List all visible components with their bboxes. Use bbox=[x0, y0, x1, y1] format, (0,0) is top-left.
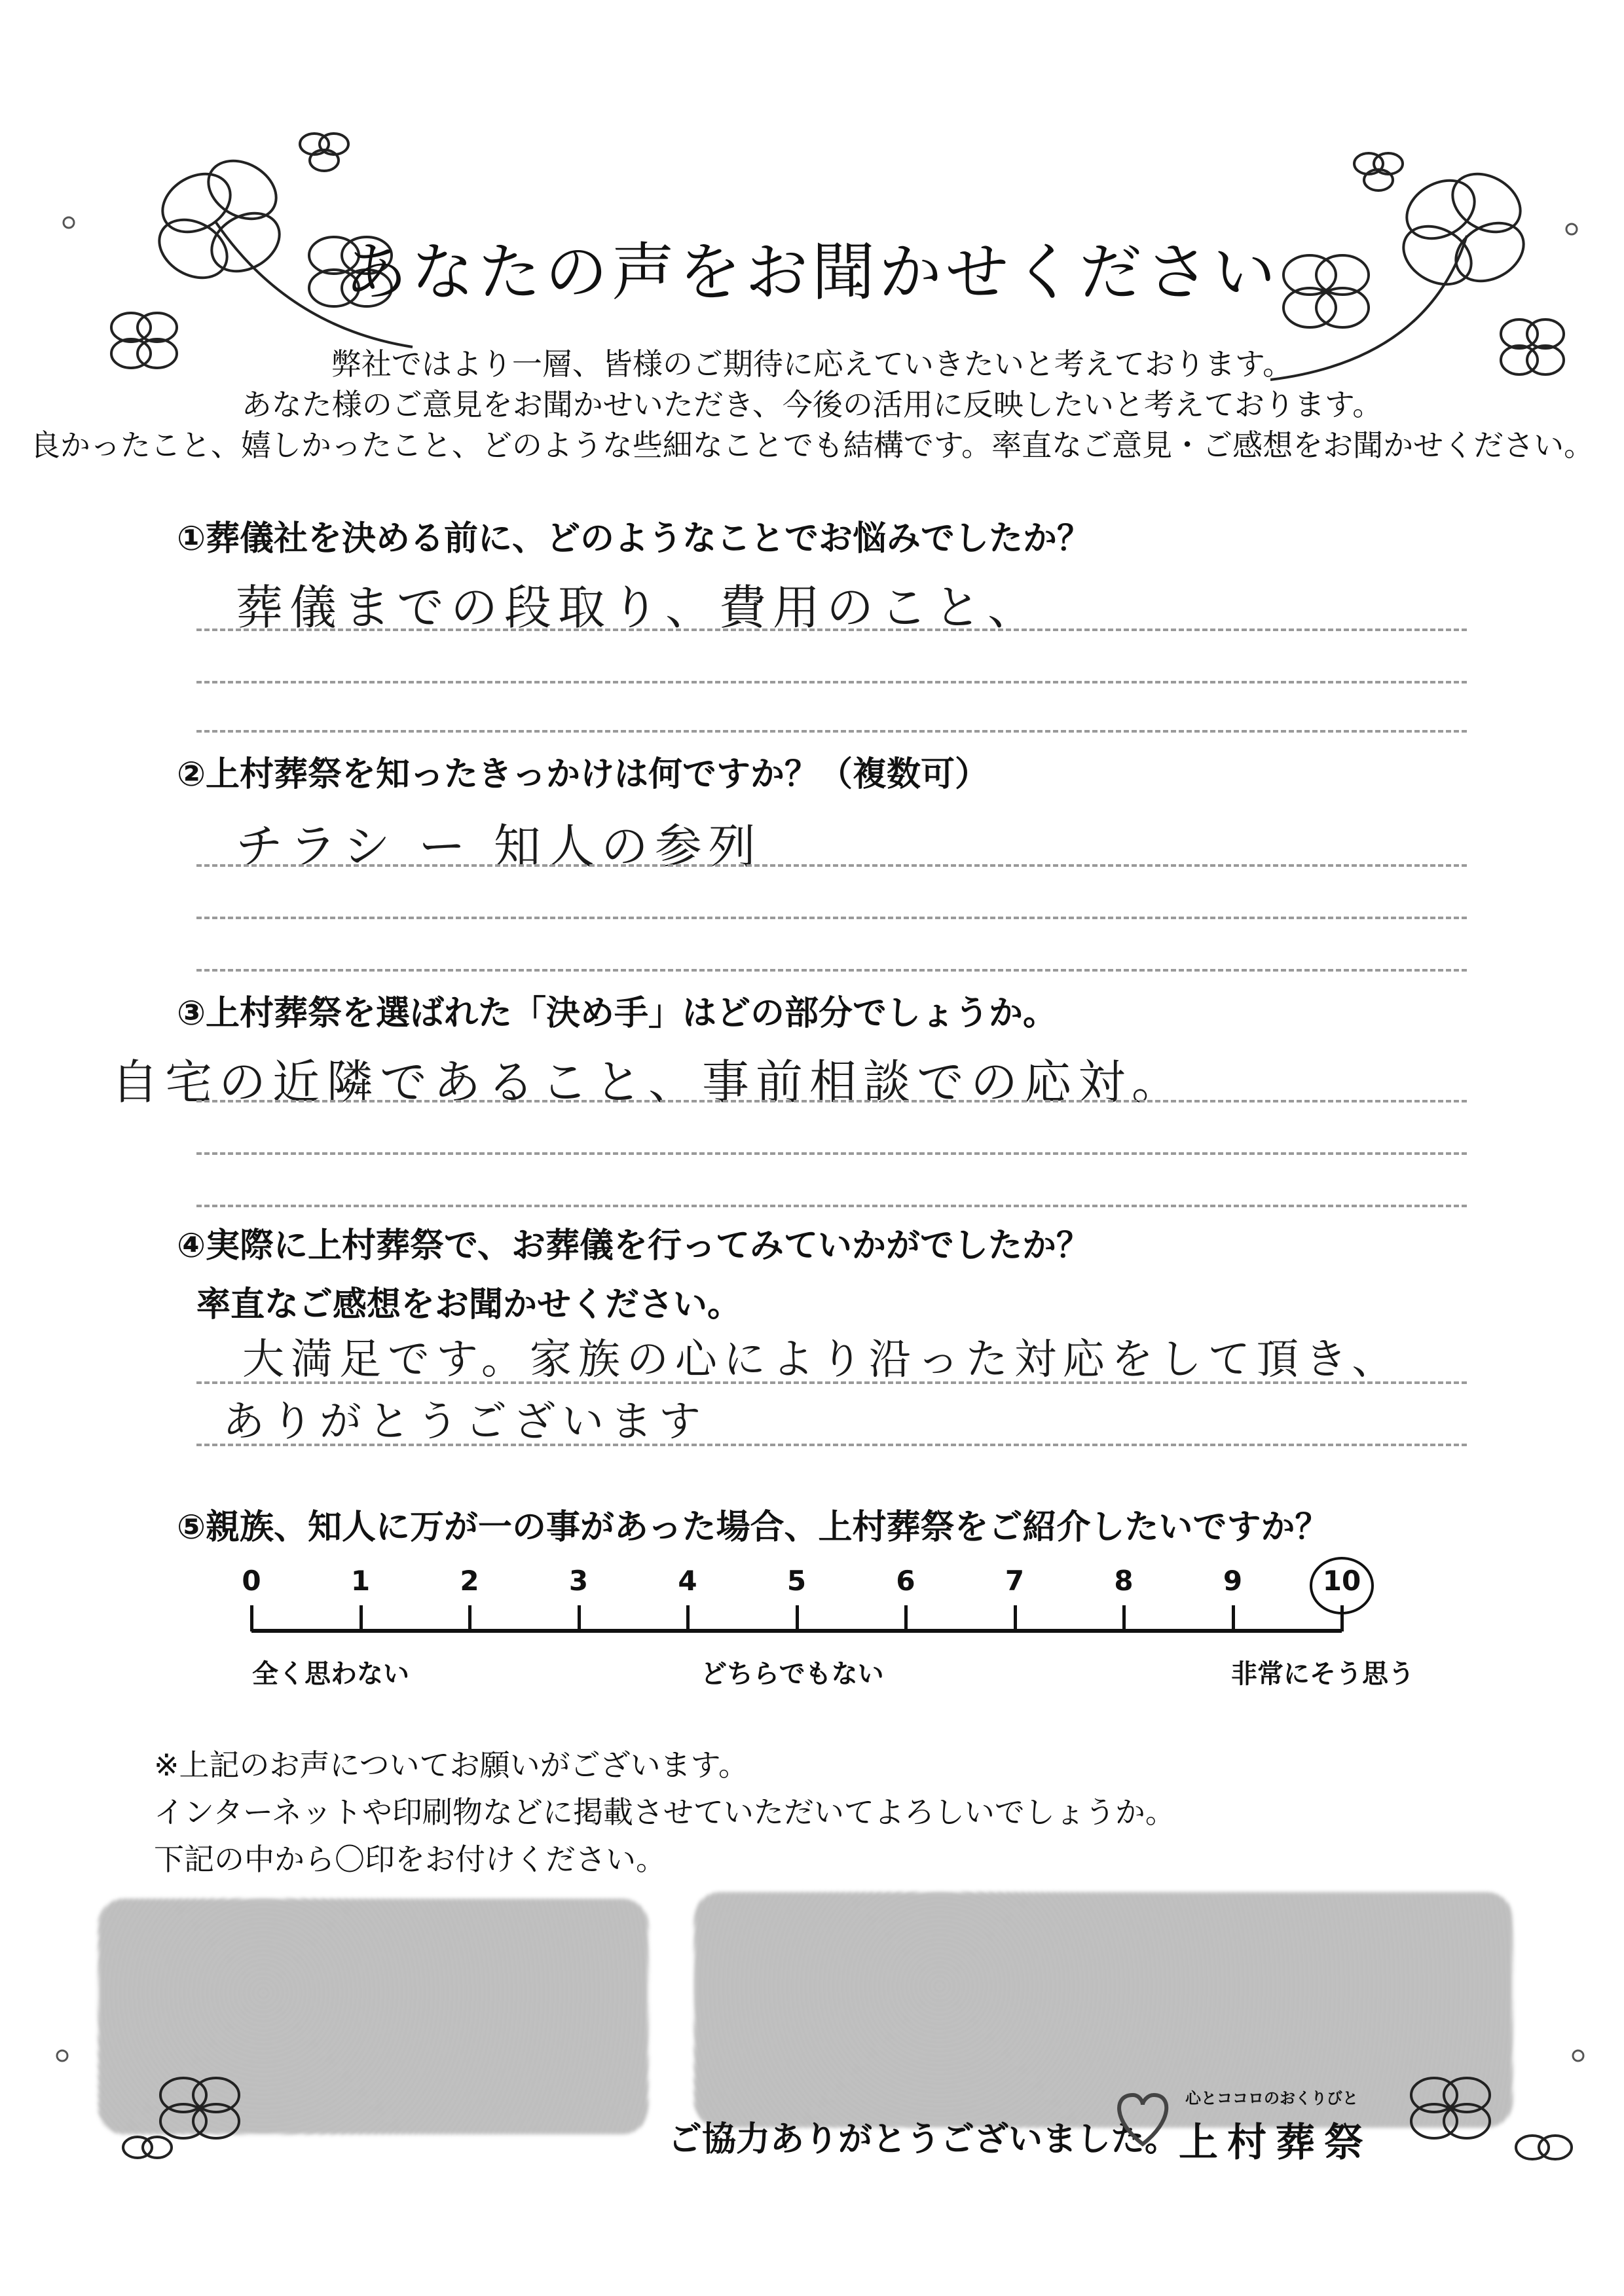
scale-tick-label-2[interactable]: 2 bbox=[460, 1565, 479, 1597]
answer-line bbox=[196, 1205, 1467, 1207]
scale-tick-mark bbox=[686, 1605, 690, 1631]
scale-tick-mark bbox=[360, 1605, 363, 1631]
brand-tagline: 心とココロのおくりびと bbox=[1185, 2089, 1358, 2107]
scale-left-label: 全く思わない bbox=[252, 1659, 409, 1689]
answer-line bbox=[196, 969, 1467, 972]
answer-line bbox=[196, 864, 1467, 867]
scale-tick-mark bbox=[578, 1605, 581, 1631]
answer-line bbox=[196, 1381, 1467, 1384]
answer-line bbox=[196, 1100, 1467, 1102]
question-3-label: ③上村葬祭を選ばれた「決め手」はどの部分でしょうか。 bbox=[177, 994, 1058, 1033]
scale-tick-mark bbox=[796, 1605, 799, 1631]
question-1-label: ①葬儀社を決める前に、どのようなことでお悩みでしたか？ bbox=[177, 519, 1092, 558]
question-3-answer[interactable]: 自宅の近隣であること、事前相談での応対。 bbox=[111, 1055, 1186, 1110]
answer-line bbox=[196, 629, 1467, 631]
notice-line-1: ※上記のお声についてお願いがございます。 bbox=[154, 1747, 748, 1783]
scale-tick-label-6[interactable]: 6 bbox=[896, 1565, 915, 1597]
answer-line bbox=[196, 917, 1467, 919]
brand-heart-logo-icon bbox=[1107, 2082, 1179, 2154]
question-2-answer[interactable]: チラシ ー 知人の参列 bbox=[236, 819, 762, 874]
page-title: あなたの声をお聞かせください bbox=[344, 236, 1280, 309]
intro-line-1: 弊社ではより一層、皆様のご期待に応えていきたいと考えております。 bbox=[331, 346, 1293, 382]
scale-right-label: 非常にそう思う bbox=[1231, 1659, 1414, 1689]
question-5-label: ⑤親族、知人に万が一の事があった場合、上村葬祭をご紹介したいですか？ bbox=[177, 1508, 1329, 1547]
footer-thanks: ご協力ありがとうございました。 bbox=[668, 2120, 1179, 2159]
scale-tick-mark bbox=[468, 1605, 471, 1631]
scale-tick-label-4[interactable]: 4 bbox=[678, 1565, 697, 1597]
scale-tick-label-7[interactable]: 7 bbox=[1005, 1565, 1025, 1597]
rating-scale[interactable] bbox=[242, 1565, 1361, 1656]
clover-decoration-bottom-left-icon bbox=[52, 2016, 262, 2174]
scale-tick-label-9[interactable]: 9 bbox=[1223, 1565, 1243, 1597]
clover-decoration-bottom-right-icon bbox=[1375, 2023, 1598, 2180]
scale-tick-mark bbox=[1232, 1605, 1235, 1631]
selected-rating-circle bbox=[1310, 1557, 1374, 1614]
brand-name: 上村葬祭 bbox=[1179, 2120, 1373, 2166]
intro-line-3: 良かったこと、嬉しかったこと、どのような些細なことでも結構です。率直なご意見・ご感想をお聞かせください。 bbox=[29, 428, 1595, 463]
scale-center-label: どちらでもない bbox=[701, 1659, 884, 1689]
scale-tick-mark bbox=[1122, 1605, 1126, 1631]
scale-tick-label-1[interactable]: 1 bbox=[350, 1565, 371, 1597]
scale-tick-label-3[interactable]: 3 bbox=[568, 1565, 589, 1597]
question-1-answer[interactable]: 葬儀までの段取り、費用のこと、 bbox=[236, 580, 1042, 635]
notice-line-3: 下記の中から〇印をお付けください。 bbox=[154, 1842, 666, 1877]
scale-tick-label-0[interactable]: 0 bbox=[242, 1565, 261, 1597]
answer-line bbox=[196, 1152, 1467, 1155]
question-4-answer-line-1[interactable]: 大満足です。家族の心により沿った対応をして頂き、 bbox=[242, 1336, 1401, 1384]
question-4-answer-line-2[interactable]: ありがとうございます bbox=[223, 1398, 707, 1446]
scale-tick-mark bbox=[250, 1605, 253, 1631]
question-2-label: ②上村葬祭を知ったきっかけは何ですか？（複数可） bbox=[177, 755, 989, 794]
scale-tick-label-10[interactable]: 10 bbox=[1322, 1565, 1361, 1597]
scale-tick-label-8[interactable]: 8 bbox=[1114, 1565, 1134, 1597]
question-4-sublabel: 率直なご感想をお聞かせください。 bbox=[196, 1285, 742, 1324]
answer-line bbox=[196, 1444, 1467, 1446]
answer-line bbox=[196, 730, 1467, 733]
scale-tick-mark bbox=[904, 1605, 908, 1631]
answer-line bbox=[196, 681, 1467, 683]
intro-line-2: あなた様のご意見をお聞かせいただき、今後の活用に反映したいと考えております。 bbox=[241, 387, 1383, 422]
notice-line-2: インターネットや印刷物などに掲載させていただいてよろしいでしょうか。 bbox=[154, 1795, 1175, 1830]
scale-tick-label-5[interactable]: 5 bbox=[786, 1565, 807, 1597]
question-4-label: ④実際に上村葬祭で、お葬儀を行ってみていかがでしたか？ bbox=[177, 1226, 1090, 1266]
scale-tick-mark bbox=[1014, 1605, 1017, 1631]
